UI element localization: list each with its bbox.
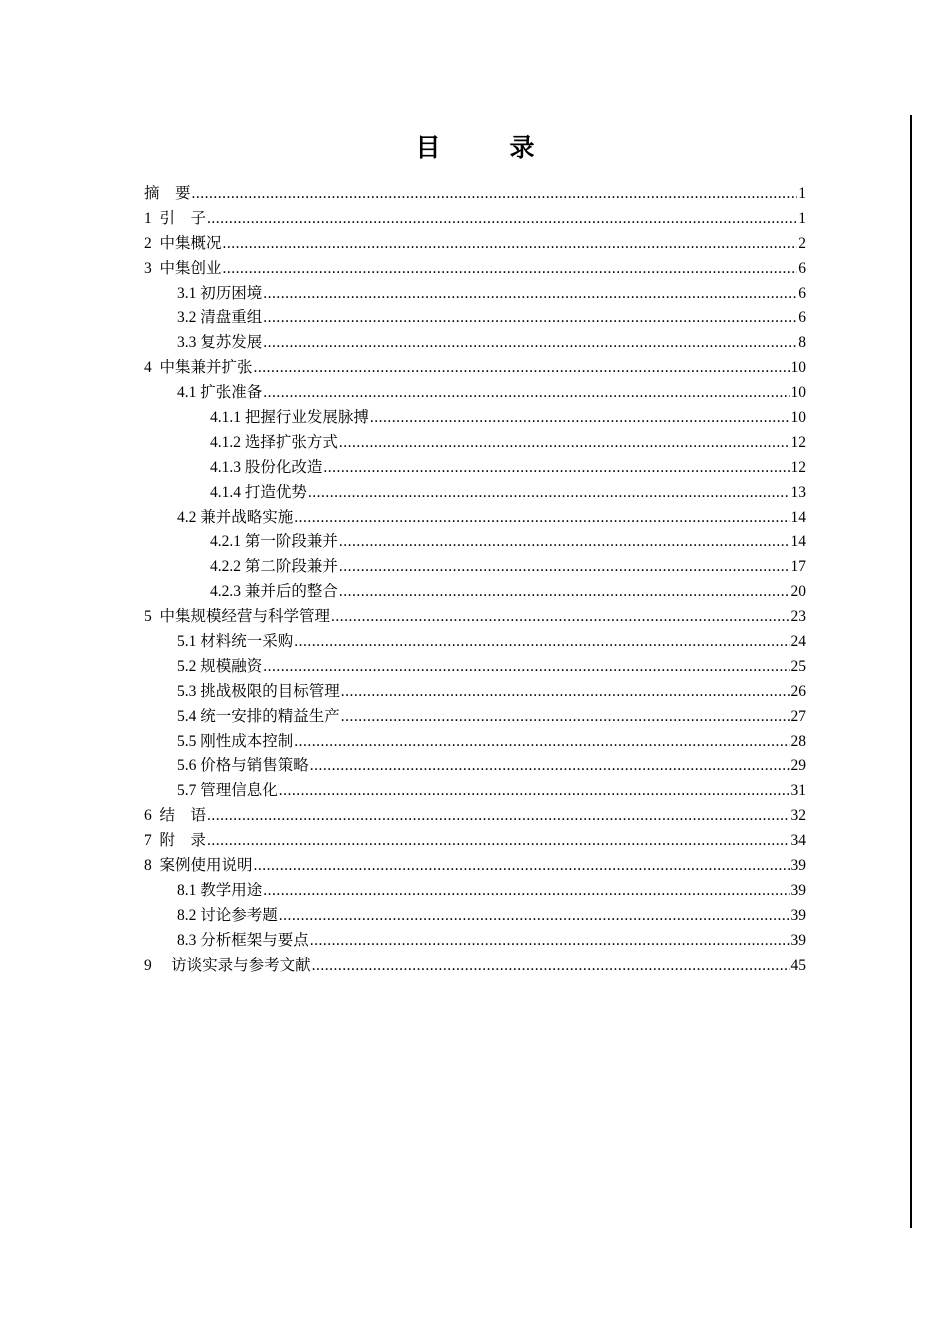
toc-entry[interactable] [144, 257, 806, 282]
toc-page-number: 39 [790, 931, 806, 949]
toc-dot-leader [223, 257, 798, 282]
toc-page-number: 39 [790, 881, 806, 899]
toc-entry-label: 8.1 教学用途 [177, 881, 263, 899]
toc-entry-label: 4.1.2 选择扩张方式 [210, 433, 338, 451]
toc-dot-leader [323, 456, 789, 481]
toc-entry[interactable] [144, 630, 806, 655]
toc-entry[interactable] [144, 929, 806, 954]
toc-dot-leader [308, 481, 790, 506]
toc-dot-leader [339, 580, 790, 605]
toc-dot-leader [207, 804, 789, 829]
toc-page-number: 20 [790, 583, 806, 601]
toc-entry[interactable] [144, 680, 806, 705]
toc-dot-leader [263, 331, 797, 356]
toc-entry-label: 5.5 刚性成本控制 [177, 732, 294, 750]
toc-entry-label: 摘 要 [144, 185, 191, 202]
toc-entry[interactable] [144, 904, 806, 929]
toc-page-number: 1 [798, 209, 806, 227]
toc-entry[interactable] [144, 779, 806, 804]
page-title: 目 录 [415, 135, 557, 162]
toc-entry[interactable] [144, 730, 806, 755]
toc-dot-leader [339, 530, 790, 555]
toc-page-number: 1 [798, 185, 806, 202]
toc-page-number: 17 [790, 558, 806, 576]
toc-dot-leader [254, 854, 790, 879]
toc-entry-label: 1 引 子 [144, 209, 207, 227]
toc-page-number: 28 [790, 732, 806, 750]
toc-dot-leader [310, 929, 790, 954]
toc-entry-label: 5.7 管理信息化 [177, 782, 278, 800]
toc-page-number: 31 [790, 782, 806, 800]
toc-dot-leader [263, 306, 797, 331]
toc-page-number: 14 [790, 533, 806, 551]
toc-entry-label: 5.2 规模融资 [177, 657, 263, 675]
toc-entry[interactable] [144, 705, 806, 730]
toc-entry-label: 3.3 复苏发展 [177, 334, 263, 352]
toc-page-number: 34 [790, 832, 806, 850]
toc-entry-label: 4.1.1 把握行业发展脉搏 [210, 409, 369, 427]
toc-entry-label: 8.3 分析框架与要点 [177, 931, 309, 949]
toc-entry-label: 5.1 材料统一采购 [177, 633, 294, 651]
toc-entry-label: 3.2 清盘重组 [177, 309, 263, 327]
toc-entry[interactable] [144, 506, 806, 531]
toc-dot-leader [341, 705, 790, 730]
toc-dot-leader [207, 829, 789, 854]
toc-entry-label: 4.1.4 打造优势 [210, 483, 307, 501]
toc-page-number: 29 [790, 757, 806, 775]
margin-line [910, 115, 912, 1228]
toc-page-number: 26 [790, 682, 806, 700]
toc-entry-label: 8.2 讨论参考题 [177, 906, 278, 924]
toc-page-number: 39 [790, 906, 806, 924]
toc-page-number: 13 [790, 483, 806, 501]
toc-dot-leader [192, 182, 798, 207]
toc-page-number: 23 [790, 608, 806, 626]
toc-entry[interactable] [144, 431, 806, 456]
toc-dot-leader [263, 879, 789, 904]
table-of-contents [144, 182, 806, 979]
toc-entry[interactable] [144, 282, 806, 307]
toc-entry-label: 2 中集概况 [144, 234, 222, 252]
toc-page-number: 6 [798, 284, 806, 302]
toc-entry[interactable] [144, 879, 806, 904]
toc-dot-leader [310, 754, 790, 779]
toc-entry[interactable] [144, 580, 806, 605]
toc-entry-label: 7 附 录 [144, 832, 207, 850]
toc-page-number: 6 [798, 259, 806, 277]
toc-page-number: 10 [790, 359, 806, 377]
toc-entry-label: 5.4 统一安排的精益生产 [177, 707, 340, 725]
toc-entry[interactable] [144, 954, 806, 979]
toc-dot-leader [263, 282, 797, 307]
toc-page-number: 2 [798, 234, 806, 252]
toc-entry[interactable] [144, 356, 806, 381]
toc-page-number: 14 [790, 508, 806, 526]
toc-entry[interactable] [144, 854, 806, 879]
toc-page-number: 32 [790, 807, 806, 825]
toc-entry-label: 5 中集规模经营与科学管理 [144, 608, 331, 626]
toc-entry[interactable] [144, 456, 806, 481]
toc-entry[interactable] [144, 306, 806, 331]
toc-entry[interactable] [144, 182, 806, 207]
toc-page-number: 10 [790, 384, 806, 402]
toc-page-number: 10 [790, 409, 806, 427]
toc-entry[interactable] [144, 232, 806, 257]
toc-dot-leader [254, 356, 790, 381]
toc-dot-leader [339, 555, 790, 580]
toc-dot-leader [223, 232, 798, 257]
toc-dot-leader [339, 431, 790, 456]
toc-dot-leader [207, 207, 797, 232]
toc-page-number: 12 [790, 433, 806, 451]
toc-page-number: 39 [790, 857, 806, 875]
toc-page-number: 8 [798, 334, 806, 352]
toc-dot-leader [279, 904, 790, 929]
toc-page-number: 24 [790, 633, 806, 651]
toc-entry-label: 4.1 扩张准备 [177, 384, 263, 402]
toc-entry[interactable] [144, 481, 806, 506]
toc-dot-leader [331, 605, 789, 630]
toc-entry-label: 4.2.3 兼并后的整合 [210, 583, 338, 601]
toc-entry[interactable] [144, 605, 806, 630]
toc-entry-label: 4.2.1 第一阶段兼并 [210, 533, 338, 551]
toc-dot-leader [294, 730, 789, 755]
toc-entry[interactable] [144, 530, 806, 555]
toc-dot-leader [263, 381, 789, 406]
toc-entry[interactable] [144, 829, 806, 854]
toc-entry-label: 5.6 价格与销售策略 [177, 757, 309, 775]
toc-dot-leader [294, 506, 789, 531]
toc-dot-leader [294, 630, 789, 655]
toc-dot-leader [279, 779, 790, 804]
toc-entry-label: 6 结 语 [144, 807, 207, 825]
toc-entry[interactable] [144, 406, 806, 431]
toc-entry-label: 8 案例使用说明 [144, 857, 253, 875]
toc-entry-label: 3.1 初历困境 [177, 284, 263, 302]
toc-dot-leader [312, 954, 790, 979]
toc-dot-leader [341, 680, 790, 705]
toc-entry-label: 4.1.3 股份化改造 [210, 458, 323, 476]
toc-dot-leader [370, 406, 790, 431]
toc-dot-leader [263, 655, 789, 680]
toc-entry-label: 4 中集兼并扩张 [144, 359, 253, 377]
toc-entry-label: 9 访谈实录与参考文献 [144, 956, 311, 974]
toc-entry-label: 4.2 兼并战略实施 [177, 508, 294, 526]
toc-entry-label: 5.3 挑战极限的目标管理 [177, 682, 340, 700]
toc-entry-label: 4.2.2 第二阶段兼并 [210, 558, 338, 576]
toc-page-number: 12 [790, 458, 806, 476]
toc-page-number: 25 [790, 657, 806, 675]
toc-entry[interactable] [144, 804, 806, 829]
toc-entry[interactable] [144, 555, 806, 580]
toc-page-number: 45 [790, 956, 806, 974]
toc-entry[interactable] [144, 754, 806, 779]
toc-entry[interactable] [144, 655, 806, 680]
toc-entry[interactable] [144, 381, 806, 406]
toc-entry[interactable] [144, 207, 806, 232]
toc-entry[interactable] [144, 331, 806, 356]
toc-entry-label: 3 中集创业 [144, 259, 222, 277]
toc-page-number: 27 [790, 707, 806, 725]
toc-page-number: 6 [798, 309, 806, 327]
